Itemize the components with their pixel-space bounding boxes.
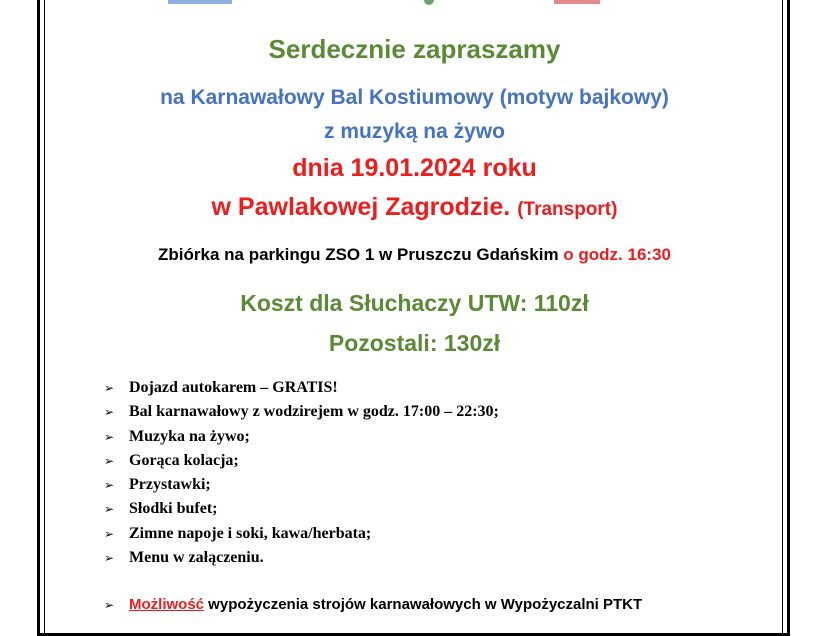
note-text: wypożyczenia strojów karnawałowych w Wypożyczalni PTKT [204,596,643,613]
cost-others: Pozostali: 130zł [328,330,501,356]
decorative-banner-red [554,0,600,4]
place-name: w Pawlakowej Zagrodzie. [211,193,511,221]
meeting-point [0,245,829,265]
cost-utw: Koszt dla Słuchaczy UTW: 110zł [240,290,589,316]
event-place [0,193,829,222]
arrow-bullet-icon: ➢ [104,478,115,493]
meeting-text: Zbiórka na parkingu ZSO 1 w Pruszczu Gdańskim [158,245,559,264]
list-item: ➢ Słodki bufet; [104,498,499,522]
invitation-title: Serdecznie zapraszamy [268,34,561,64]
arrow-bullet-icon: ➢ [104,502,115,517]
list-item: ➢ Dojazd autokarem – GRATIS! [104,377,499,401]
list-item: ➢ Zimne napoje i soki, kawa/herbata; [104,523,499,547]
arrow-bullet-icon: ➢ [104,381,115,395]
arrow-bullet-icon: ➢ [104,598,115,612]
included-items-list [104,377,499,571]
arrow-bullet-icon: ➢ [104,429,115,444]
arrow-bullet-icon: ➢ [104,405,115,420]
arrow-bullet-icon: ➢ [104,551,115,566]
event-line: na Karnawałowy Bal Kostiumowy (motyw bajkowy) [160,86,669,109]
list-item: ➢ Menu w załączeniu. [104,547,499,571]
arrow-bullet-icon: ➢ [104,526,115,541]
music-line: z muzyką na żywo [324,120,505,143]
note-highlight: Możliwość [129,596,205,613]
list-item: ➢ Gorąca kolacja; [104,450,499,474]
event-date: dnia 19.01.2024 roku [292,154,537,182]
decorative-banner-blue [168,0,232,4]
costume-rental-note [104,596,642,613]
meeting-time: o godz. 16:30 [563,245,671,264]
list-item: ➢ Muzyka na żywo; [104,426,499,450]
list-item: ➢ Przystawki; [104,474,499,498]
transport-note: (Transport) [517,199,618,220]
arrow-bullet-icon: ➢ [104,453,115,468]
list-item: ➢ Bal karnawałowy z wodzirejem w godz. 17:00 – 22:30; [104,401,499,425]
